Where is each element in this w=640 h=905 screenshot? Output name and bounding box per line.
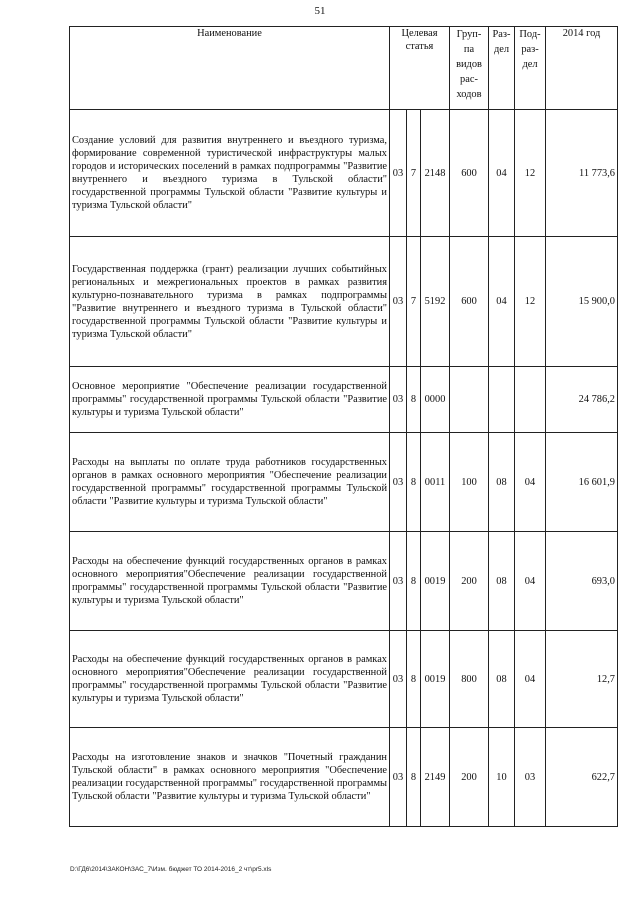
row-amount: 693,0: [546, 532, 618, 631]
row-amount: 15 900,0: [546, 237, 618, 367]
row-name: Государственная поддержка (грант) реализации лучших событийных региональных и межрегиональных проектов в рамках развития культурно-познавательного туризма в рамках подпрограммы "Развитие внутреннего и въездного туризма в Тульской области" государственной программы Тульской области "Развитие культуры и туризма Тульской области": [70, 237, 390, 367]
row-subsection: 03: [515, 728, 546, 827]
row-code-3: 5192: [421, 237, 450, 367]
row-code-3: 0011: [421, 433, 450, 532]
row-code-3: 0019: [421, 532, 450, 631]
row-code-3: 0019: [421, 631, 450, 728]
row-code-1: 03: [390, 237, 407, 367]
header-year: 2014 год: [546, 27, 618, 110]
row-code-2: 8: [407, 728, 421, 827]
row-group: [450, 367, 489, 433]
table-row: [70, 367, 618, 433]
row-code-1: 03: [390, 433, 407, 532]
row-code-2: 8: [407, 532, 421, 631]
row-name: Основное мероприятие "Обеспечение реализации государственной программы" государственной программы Тульской области "Развитие культуры и туризма Тульской области": [70, 367, 390, 433]
row-code-2: 8: [407, 367, 421, 433]
row-group: 200: [450, 728, 489, 827]
row-subsection: 12: [515, 237, 546, 367]
row-group: 800: [450, 631, 489, 728]
header-target: Целевая статья: [390, 27, 450, 110]
row-name: Расходы на выплаты по оплате труда работников государственных органов в рамках основного мероприятия "Обеспечение реализации государственной программы" государственной программы Тульской области "Развитие культуры и туризма Тульской области": [70, 433, 390, 532]
row-name: Создание условий для развития внутреннего и въездного туризма, формирование современной туристической инфраструктуры малых городов и исторических поселений в рамках подпрограммы "Развитие внутреннего и въездного туризма в Тульской области" государственной программы Тульской области "Развитие культуры и туризма Тульской области": [70, 110, 390, 237]
table-header-row: [70, 27, 618, 110]
row-group: 600: [450, 237, 489, 367]
file-path-footer: D:\ГД6\2014\ЗАКОН\ЗАС_7\Изм. бюджет ТО 2014-2016_2 чт\pr5.xls: [70, 866, 272, 873]
row-name: Расходы на изготовление знаков и значков "Почетный гражданин Тульской области" в рамках основного мероприятия "Обеспечение реализации государственной программы" государственной программы Тульской области "Развитие культуры и туризма Тульской области": [70, 728, 390, 827]
row-subsection: 04: [515, 433, 546, 532]
row-group: 100: [450, 433, 489, 532]
row-amount: 16 601,9: [546, 433, 618, 532]
row-subsection: [515, 367, 546, 433]
table-row: [70, 728, 618, 827]
row-code-1: 03: [390, 367, 407, 433]
row-group: 200: [450, 532, 489, 631]
row-subsection: 04: [515, 532, 546, 631]
row-code-3: 2149: [421, 728, 450, 827]
row-name: Расходы на обеспечение функций государственных органов в рамках основного мероприятия"Обеспечение реализации государственной программы" государственной программы Тульской области "Развитие культуры и туризма Тульской области": [70, 631, 390, 728]
row-section: 04: [489, 110, 515, 237]
header-subsection: Под-раз-дел: [515, 27, 546, 110]
table-row: [70, 237, 618, 367]
row-amount: 24 786,2: [546, 367, 618, 433]
row-code-1: 03: [390, 532, 407, 631]
header-group: Груп-па видов рас-ходов: [450, 27, 489, 110]
row-amount: 622,7: [546, 728, 618, 827]
row-code-3: 0000: [421, 367, 450, 433]
row-section: 04: [489, 237, 515, 367]
budget-table: [69, 26, 618, 827]
table-row: [70, 433, 618, 532]
row-code-2: 8: [407, 631, 421, 728]
row-name: Расходы на обеспечение функций государственных органов в рамках основного мероприятия"Обеспечение реализации государственной программы" государственной программы Тульской области "Развитие культуры и туризма Тульской области": [70, 532, 390, 631]
header-name: Наименование: [70, 27, 390, 110]
row-code-2: 7: [407, 237, 421, 367]
page-number: 51: [314, 5, 326, 17]
row-subsection: 04: [515, 631, 546, 728]
row-section: 10: [489, 728, 515, 827]
row-amount: 12,7: [546, 631, 618, 728]
row-group: 600: [450, 110, 489, 237]
row-code-2: 7: [407, 110, 421, 237]
row-code-1: 03: [390, 631, 407, 728]
table-row: [70, 532, 618, 631]
row-section: 08: [489, 631, 515, 728]
row-subsection: 12: [515, 110, 546, 237]
row-code-3: 2148: [421, 110, 450, 237]
row-section: 08: [489, 532, 515, 631]
table-row: [70, 631, 618, 728]
row-amount: 11 773,6: [546, 110, 618, 237]
row-code-1: 03: [390, 728, 407, 827]
header-section: Раз-дел: [489, 27, 515, 110]
row-section: [489, 367, 515, 433]
row-code-1: 03: [390, 110, 407, 237]
row-code-2: 8: [407, 433, 421, 532]
table-row: [70, 110, 618, 237]
row-section: 08: [489, 433, 515, 532]
